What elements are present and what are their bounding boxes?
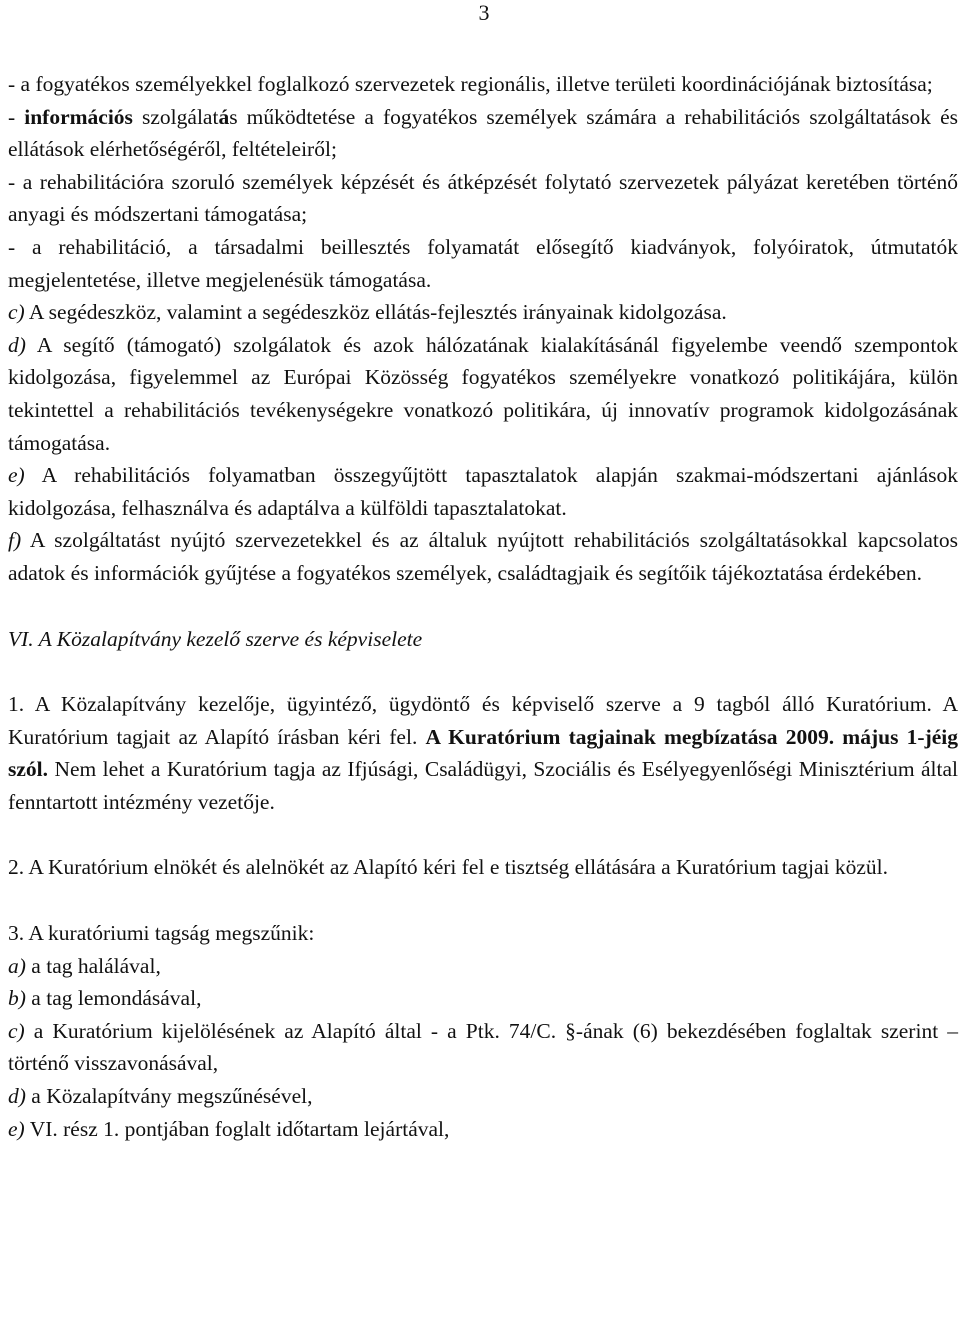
item-text: A segédeszköz, valamint a segédeszköz ellátás-fejlesztés irányainak kidolgozása. [24, 300, 727, 325]
termination-b [8, 982, 958, 1015]
bullet-publications: - a rehabilitáció, a társadalmi beillesztés folyamatát elősegítő kiadványok, folyóiratok, útmutatók megjelentetése, illetve megjelenésük támogatása. [8, 234, 958, 292]
termination-e [8, 1113, 958, 1146]
termination-a [8, 950, 958, 983]
item-text: A rehabilitációs folyamatban összegyűjtött tapasztalatok alapján szakmai-módszertani ajánlások kidolgozása, felhasználva és adaptálva a külföldi tapasztalatokat. [8, 463, 958, 520]
item-d [8, 329, 958, 459]
item-text: a Közalapítvány megszűnésével, [25, 1084, 313, 1109]
item-f [8, 524, 958, 589]
spacer [8, 655, 958, 688]
item-text: a Kuratórium kijelölésének az Alapító által - a Ptk. 74/C. §-ának (6) bekezdésében foglaltak szerint – történő visszavonásával, [8, 1018, 958, 1076]
spacer [8, 884, 958, 917]
item-letter: b) [8, 986, 26, 1011]
item-text: A segítő (támogató) szolgálatok és azok hálózatának kialakításánál figyelembe veendő szempontok kidolgozása, figyelemmel az Európai Közösség fogyatékos személyekre vonatkozó politikájára, külön tekintettel a rehabilitációs tevékenységekre vonatkozó politikára, új innovatív programok kidolgozásának támogatása. [8, 332, 958, 455]
bullet-prefix: - [8, 104, 25, 129]
item-text: VI. rész 1. pontjában foglalt időtartam lejártával, [24, 1116, 450, 1141]
spacer [8, 590, 958, 623]
paragraph-2: 2. A Kuratórium elnökét és alelnökét az Alapító kéri fel e tisztség ellátására a Kuratórium tagjai közül. [8, 855, 889, 880]
bullet-information-service [8, 101, 958, 166]
text-run: szolgálat [132, 104, 219, 129]
text-run: működtetése a fogyatékos személyek számára a rehabilitációs szolgáltatások és ellátások elérhetőségéről, feltételeiről; [8, 104, 959, 162]
item-text: A szolgáltatást nyújtó szervezetekkel és az általuk nyújtott rehabilitációs szolgáltatásokkal kapcsolatos adatok és információk gyűjtése a fogyatékos személyek, családtagjaik és segítőik tájékoztatása érdekében. [8, 528, 958, 585]
spacer [8, 818, 958, 851]
item-text: a tag halálával, [25, 953, 161, 978]
paragraph-1 [8, 688, 958, 818]
text-run: Nem lehet a Kuratórium tagja az Ifjúsági, Családügyi, Szociális és Esélyegyenlőségi Minisztérium által fenntartott intézmény vezetője. [8, 757, 958, 814]
bold-mandate: A Kuratórium tagjainak megbízatása 2009. május 1-jéig szól. [8, 724, 958, 782]
page-number: 3 [478, 0, 490, 25]
item-letter: d) [8, 332, 26, 357]
text-run: s [229, 104, 238, 129]
bullet-training-support: - a rehabilitációra szoruló személyek képzését és átképzését folytató szervezetek pályázat keretében történő anyagi és módszertani támogatása; [8, 169, 958, 227]
item-letter: c) [8, 1018, 25, 1043]
item-letter: f) [8, 528, 22, 553]
text-run: 1. A Közalapítvány kezelője, ügyintéző, ügydöntő és képviselő szerve a 9 tagból álló Kuratórium. A Kuratórium tagjait az Alapító írásban kéri fel. [8, 692, 958, 749]
document-body [8, 68, 958, 1145]
termination-c [8, 1015, 958, 1080]
item-e [8, 459, 958, 524]
bold-letter: á [218, 104, 230, 129]
item-letter: e) [8, 1116, 25, 1141]
item-letter: d) [8, 1084, 26, 1109]
item-letter: a) [8, 953, 26, 978]
termination-d [8, 1080, 958, 1113]
bold-term: információs [24, 104, 133, 129]
item-letter: c) [8, 300, 25, 325]
item-text: a tag lemondásával, [25, 986, 202, 1011]
item-letter: e) [8, 463, 25, 488]
item-c [8, 296, 958, 329]
paragraph-3-title: 3. A kuratóriumi tagság megszűnik: [8, 921, 315, 946]
section-heading: VI. A Közalapítvány kezelő szerve és képviselete [8, 626, 423, 651]
bullet-coordination: - a fogyatékos személyekkel foglalkozó szervezetek regionális, illetve területi koordinációjának biztosítása; [8, 72, 933, 96]
